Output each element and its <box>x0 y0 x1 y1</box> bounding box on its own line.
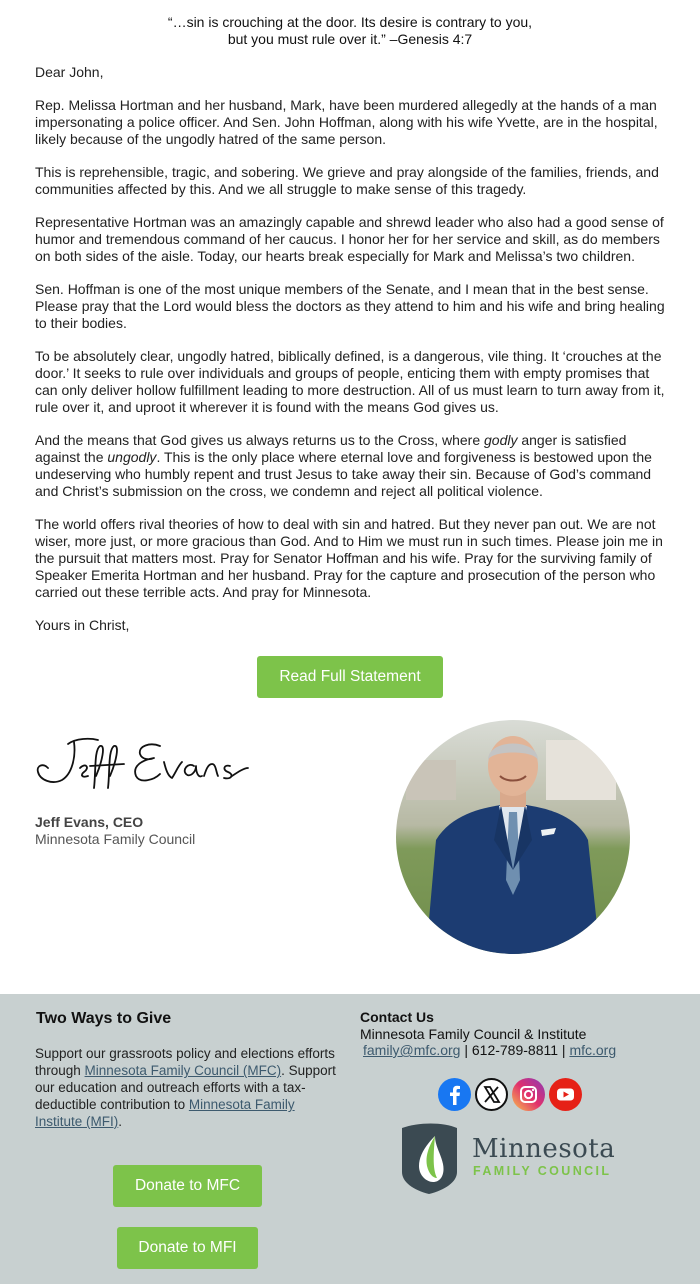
handwritten-signature <box>32 732 252 796</box>
give-description: Support our grassroots policy and elections efforts through Minnesota Family Council (MFC). Support our education and outreach efforts with a tax-deductible contribution to Minnesota Family Institute (MFI). <box>35 1046 336 1129</box>
letter-paragraph: To be absolutely clear, ungodly hatred, biblically defined, is a dangerous, vile thing. It ‘crouches at the door.’ It seeks to rule over individuals and groups of people, enticing them with empty promises that can only deliver hollow fulfillment leading to more destruction. All of us must learn to turn away from it, rule over it, and uproot it wherever it is found with the means God gives us. <box>35 348 665 415</box>
signer-name: Jeff Evans, CEO <box>35 814 144 830</box>
epigraph-quote <box>0 14 700 48</box>
epigraph-line-1: “…sin is crouching at the door. Its desire is contrary to you, <box>167 14 533 30</box>
youtube-icon[interactable] <box>549 1078 582 1111</box>
mfi-link[interactable]: Minnesota Family Institute (MFI) <box>35 1097 295 1129</box>
logo-shield-icon <box>399 1120 469 1196</box>
facebook-icon[interactable] <box>438 1078 471 1111</box>
donate-mfi-button[interactable]: Donate to MFI <box>117 1227 258 1269</box>
ceo-portrait-photo <box>396 720 630 954</box>
epigraph-line-2: but you must rule over it.” –Genesis 4:7 <box>227 31 473 47</box>
contact-details: family@mfc.org | 612-789-8811 | mfc.org <box>363 1042 617 1058</box>
letter-paragraph: The world offers rival theories of how to deal with sin and hatred. But they never pan out. We are not wiser, more just, or more gracious than God. And to Him we must run in such times. Please join me in the pursuit that matters most. Pray for Senator Hoffman and his wife. Pray for the surviving family of Speaker Emerita Hortman and her husband. Pray for the capture and prosecution of the person who carried out these terrible acts. And pray for Minnesota. <box>35 516 663 600</box>
logo-text-family-council: FAMILY COUNCIL <box>473 1164 612 1178</box>
mfc-link[interactable]: Minnesota Family Council (MFC) <box>84 1063 282 1078</box>
email-link[interactable]: family@mfc.org <box>363 1042 461 1058</box>
letter-paragraph: Rep. Melissa Hortman and her husband, Mark, have been murdered allegedly at the hands of a man impersonating a police officer. And Sen. John Hoffman, along with his wife Yvette, are in the hospital, likely because of the ungodly hatred of the same person. <box>35 97 658 147</box>
letter-greeting: Dear John, <box>35 64 104 80</box>
portrait-illustration <box>396 720 630 954</box>
letter-paragraph: This is reprehensible, tragic, and sobering. We grieve and pray alongside of the families, friends, and communities affected by this. And we all struggle to make sense of this tragedy. <box>35 164 659 197</box>
logo-text-minnesota: Minnesota <box>472 1134 616 1164</box>
read-full-statement-button[interactable]: Read Full Statement <box>257 656 443 698</box>
contact-organization: Minnesota Family Council & Institute <box>360 1026 587 1042</box>
signer-organization: Minnesota Family Council <box>35 831 196 847</box>
contact-title: Contact Us <box>360 1009 434 1025</box>
letter-paragraph: Representative Hortman was an amazingly capable and shrewd leader who also had a good sense of humor and tremendous command of her caucus. I honor her for her service and skill, as do members on both sides of the aisle. Today, our hearts break especially for Mark and Melissa’s two children. <box>35 214 664 264</box>
signature-image <box>32 732 252 796</box>
donate-mfc-button[interactable]: Donate to MFC <box>113 1165 262 1207</box>
instagram-icon[interactable] <box>512 1078 545 1111</box>
letter-paragraph: Sen. Hoffman is one of the most unique members of the Senate, and I mean that in the best sense. Please pray that the Lord would bless the doctors as they attend to him and his wife and bring healing to their bodies. <box>35 281 665 331</box>
website-link[interactable]: mfc.org <box>569 1042 617 1058</box>
letter-paragraph: And the means that God gives us always returns us to the Cross, where godly anger is satisfied against the ungodly. This is the only place where eternal love and forgiveness is bestowed upon the undeserving who humbly repent and trust Jesus to take away their sin. Because of God’s command and Christ’s submission on the cross, we condemn and reject all political violence. <box>35 432 652 499</box>
social-links <box>438 1078 584 1112</box>
letter-body <box>35 64 667 650</box>
letter-closing: Yours in Christ, <box>35 617 130 633</box>
give-section-title: Two Ways to Give <box>36 1010 172 1027</box>
x-icon[interactable] <box>475 1078 508 1111</box>
